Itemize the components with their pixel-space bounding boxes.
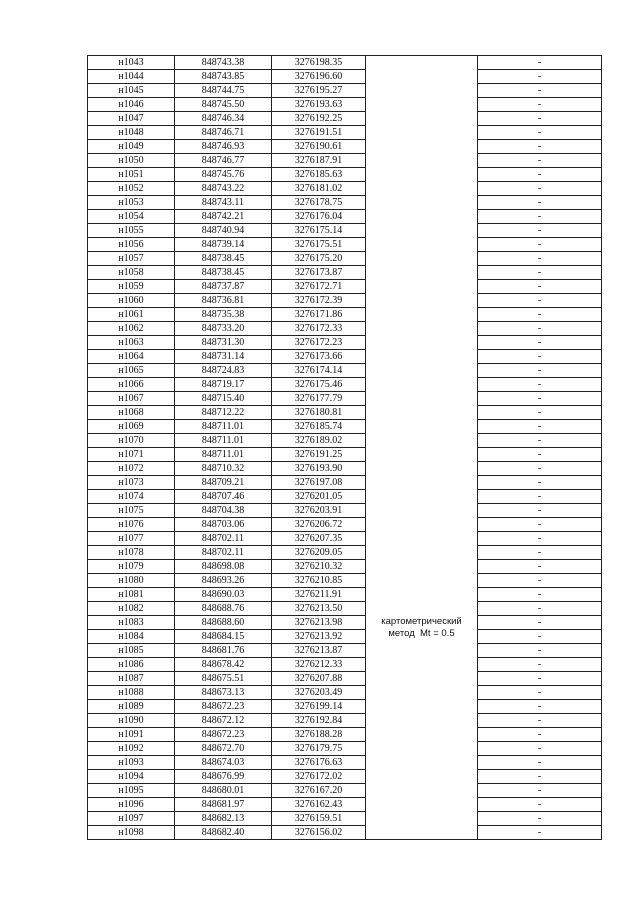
description-cell: - (478, 364, 602, 378)
point-id-cell: н1078 (88, 546, 175, 560)
x-coordinate-cell: 848690.03 (175, 588, 272, 602)
description-cell: - (478, 238, 602, 252)
point-id-cell: н1054 (88, 210, 175, 224)
y-coordinate-cell: 3276175.14 (272, 224, 366, 238)
description-cell: - (478, 448, 602, 462)
y-coordinate-cell: 3276207.88 (272, 672, 366, 686)
table-row (88, 294, 602, 308)
point-id-cell: н1050 (88, 154, 175, 168)
y-coordinate-cell: 3276197.08 (272, 476, 366, 490)
y-coordinate-cell: 3276177.79 (272, 392, 366, 406)
point-id-cell: н1075 (88, 504, 175, 518)
y-coordinate-cell: 3276191.51 (272, 126, 366, 140)
table-row (88, 546, 602, 560)
description-cell: - (478, 658, 602, 672)
x-coordinate-cell: 848724.83 (175, 364, 272, 378)
description-cell: - (478, 700, 602, 714)
x-coordinate-cell: 848745.76 (175, 168, 272, 182)
y-coordinate-cell: 3276172.39 (272, 294, 366, 308)
description-cell: - (478, 336, 602, 350)
table-row (88, 462, 602, 476)
y-coordinate-cell: 3276189.02 (272, 434, 366, 448)
point-id-cell: н1058 (88, 266, 175, 280)
table-row (88, 350, 602, 364)
point-id-cell: н1044 (88, 70, 175, 84)
y-coordinate-cell: 3276209.05 (272, 546, 366, 560)
description-cell: - (478, 812, 602, 826)
y-coordinate-cell: 3276167.20 (272, 784, 366, 798)
point-id-cell: н1071 (88, 448, 175, 462)
y-coordinate-cell: 3276196.60 (272, 70, 366, 84)
table-row (88, 742, 602, 756)
point-id-cell: н1098 (88, 826, 175, 840)
x-coordinate-cell: 848731.14 (175, 350, 272, 364)
y-coordinate-cell: 3276187.91 (272, 154, 366, 168)
table-row (88, 490, 602, 504)
table-row (88, 406, 602, 420)
x-coordinate-cell: 848731.30 (175, 336, 272, 350)
point-id-cell: н1072 (88, 462, 175, 476)
coordinates-table-sheet (87, 55, 602, 854)
description-cell: - (478, 308, 602, 322)
y-coordinate-cell: 3276191.25 (272, 448, 366, 462)
y-coordinate-cell: 3276178.75 (272, 196, 366, 210)
x-coordinate-cell: 848693.26 (175, 574, 272, 588)
point-id-cell: н1051 (88, 168, 175, 182)
table-row (88, 112, 602, 126)
y-coordinate-cell: 3276213.98 (272, 616, 366, 630)
table-row (88, 308, 602, 322)
x-coordinate-cell: 848736.81 (175, 294, 272, 308)
table-row (88, 560, 602, 574)
point-id-cell: н1088 (88, 686, 175, 700)
y-coordinate-cell: 3276173.87 (272, 266, 366, 280)
description-cell: - (478, 224, 602, 238)
point-id-cell: н1076 (88, 518, 175, 532)
y-coordinate-cell: 3276203.91 (272, 504, 366, 518)
table-row (88, 574, 602, 588)
table-row (88, 588, 602, 602)
description-cell: - (478, 126, 602, 140)
description-cell: - (478, 112, 602, 126)
table-row (88, 826, 602, 840)
point-id-cell: н1082 (88, 602, 175, 616)
y-coordinate-cell: 3276185.63 (272, 168, 366, 182)
description-cell: - (478, 462, 602, 476)
y-coordinate-cell: 3276181.02 (272, 182, 366, 196)
point-id-cell: н1056 (88, 238, 175, 252)
point-id-cell: н1064 (88, 350, 175, 364)
x-coordinate-cell: 848682.40 (175, 826, 272, 840)
y-coordinate-cell: 3276203.49 (272, 686, 366, 700)
x-coordinate-cell: 848674.03 (175, 756, 272, 770)
description-cell: - (478, 756, 602, 770)
description-cell: - (478, 490, 602, 504)
point-id-cell: н1046 (88, 98, 175, 112)
x-coordinate-cell: 848688.76 (175, 602, 272, 616)
table-row (88, 448, 602, 462)
y-coordinate-cell: 3276210.32 (272, 560, 366, 574)
table-row (88, 126, 602, 140)
point-id-cell: н1070 (88, 434, 175, 448)
table-row (88, 812, 602, 826)
x-coordinate-cell: 848743.11 (175, 196, 272, 210)
y-coordinate-cell: 3276190.61 (272, 140, 366, 154)
x-coordinate-cell: 848738.45 (175, 266, 272, 280)
description-cell: - (478, 616, 602, 630)
y-coordinate-cell: 3276213.50 (272, 602, 366, 616)
table-row (88, 658, 602, 672)
description-cell: - (478, 266, 602, 280)
table-row (88, 280, 602, 294)
description-cell: - (478, 714, 602, 728)
y-coordinate-cell: 3276175.46 (272, 378, 366, 392)
x-coordinate-cell: 848742.21 (175, 210, 272, 224)
x-coordinate-cell: 848733.20 (175, 322, 272, 336)
point-id-cell: н1081 (88, 588, 175, 602)
y-coordinate-cell: 3276198.35 (272, 56, 366, 70)
y-coordinate-cell: 3276195.27 (272, 84, 366, 98)
description-cell: - (478, 168, 602, 182)
x-coordinate-cell: 848735.38 (175, 308, 272, 322)
table-row (88, 182, 602, 196)
table-row (88, 378, 602, 392)
y-coordinate-cell: 3276192.84 (272, 714, 366, 728)
table-row (88, 504, 602, 518)
point-id-cell: н1087 (88, 672, 175, 686)
y-coordinate-cell: 3276176.63 (272, 756, 366, 770)
description-cell: - (478, 630, 602, 644)
description-cell: - (478, 798, 602, 812)
table-row (88, 476, 602, 490)
point-id-cell: н1069 (88, 420, 175, 434)
point-id-cell: н1062 (88, 322, 175, 336)
y-coordinate-cell: 3276213.87 (272, 644, 366, 658)
table-row (88, 434, 602, 448)
table-row (88, 518, 602, 532)
point-id-cell: н1089 (88, 700, 175, 714)
table-row (88, 98, 602, 112)
x-coordinate-cell: 848743.85 (175, 70, 272, 84)
point-id-cell: н1092 (88, 742, 175, 756)
y-coordinate-cell: 3276210.85 (272, 574, 366, 588)
point-id-cell: н1068 (88, 406, 175, 420)
x-coordinate-cell: 848707.46 (175, 490, 272, 504)
x-coordinate-cell: 848743.38 (175, 56, 272, 70)
point-id-cell: н1065 (88, 364, 175, 378)
table-row (88, 630, 602, 644)
point-id-cell: н1067 (88, 392, 175, 406)
table-row (88, 364, 602, 378)
x-coordinate-cell: 848704.38 (175, 504, 272, 518)
y-coordinate-cell: 3276174.14 (272, 364, 366, 378)
table-row (88, 224, 602, 238)
point-id-cell: н1093 (88, 756, 175, 770)
x-coordinate-cell: 848711.01 (175, 448, 272, 462)
description-cell: - (478, 294, 602, 308)
table-row (88, 756, 602, 770)
x-coordinate-cell: 848673.13 (175, 686, 272, 700)
description-cell: - (478, 98, 602, 112)
table-row (88, 168, 602, 182)
point-id-cell: н1074 (88, 490, 175, 504)
x-coordinate-cell: 848709.21 (175, 476, 272, 490)
description-cell: - (478, 392, 602, 406)
point-id-cell: н1060 (88, 294, 175, 308)
description-cell: - (478, 826, 602, 840)
y-coordinate-cell: 3276162.43 (272, 798, 366, 812)
x-coordinate-cell: 848672.23 (175, 728, 272, 742)
x-coordinate-cell: 848672.12 (175, 714, 272, 728)
y-coordinate-cell: 3276171.86 (272, 308, 366, 322)
description-cell: - (478, 602, 602, 616)
point-id-cell: н1077 (88, 532, 175, 546)
y-coordinate-cell: 3276192.25 (272, 112, 366, 126)
table-row (88, 70, 602, 84)
table-row (88, 700, 602, 714)
x-coordinate-cell: 848745.50 (175, 98, 272, 112)
point-id-cell: н1063 (88, 336, 175, 350)
table-row (88, 644, 602, 658)
point-id-cell: н1083 (88, 616, 175, 630)
description-cell: - (478, 574, 602, 588)
table-row (88, 672, 602, 686)
description-cell: - (478, 140, 602, 154)
description-cell: - (478, 252, 602, 266)
point-id-cell: н1090 (88, 714, 175, 728)
description-cell: - (478, 532, 602, 546)
y-coordinate-cell: 3276172.71 (272, 280, 366, 294)
table-row (88, 784, 602, 798)
description-cell: - (478, 350, 602, 364)
point-id-cell: н1052 (88, 182, 175, 196)
coordinates-table (87, 55, 602, 840)
table-row (88, 770, 602, 784)
description-cell: - (478, 742, 602, 756)
table-row (88, 238, 602, 252)
description-cell: - (478, 560, 602, 574)
x-coordinate-cell: 848746.93 (175, 140, 272, 154)
description-cell: - (478, 406, 602, 420)
y-coordinate-cell: 3276172.33 (272, 322, 366, 336)
description-cell: - (478, 588, 602, 602)
coordinates-table-body (88, 56, 602, 840)
point-id-cell: н1085 (88, 644, 175, 658)
y-coordinate-cell: 3276213.92 (272, 630, 366, 644)
description-cell: - (478, 378, 602, 392)
description-cell: - (478, 56, 602, 70)
y-coordinate-cell: 3276180.81 (272, 406, 366, 420)
x-coordinate-cell: 848711.01 (175, 420, 272, 434)
table-row (88, 714, 602, 728)
description-cell: - (478, 154, 602, 168)
x-coordinate-cell: 848738.45 (175, 252, 272, 266)
x-coordinate-cell: 848739.14 (175, 238, 272, 252)
table-row (88, 266, 602, 280)
description-cell: - (478, 686, 602, 700)
x-coordinate-cell: 848744.75 (175, 84, 272, 98)
description-cell: - (478, 84, 602, 98)
point-id-cell: н1045 (88, 84, 175, 98)
description-cell: - (478, 644, 602, 658)
point-id-cell: н1057 (88, 252, 175, 266)
y-coordinate-cell: 3276206.72 (272, 518, 366, 532)
table-row (88, 154, 602, 168)
table-row (88, 56, 602, 70)
y-coordinate-cell: 3276188.28 (272, 728, 366, 742)
x-coordinate-cell: 848711.01 (175, 434, 272, 448)
x-coordinate-cell: 848746.71 (175, 126, 272, 140)
point-id-cell: н1059 (88, 280, 175, 294)
table-row (88, 686, 602, 700)
point-id-cell: н1086 (88, 658, 175, 672)
table-row (88, 210, 602, 224)
point-id-cell: н1094 (88, 770, 175, 784)
y-coordinate-cell: 3276207.35 (272, 532, 366, 546)
table-row (88, 322, 602, 336)
table-row (88, 252, 602, 266)
y-coordinate-cell: 3276172.23 (272, 336, 366, 350)
point-id-cell: н1048 (88, 126, 175, 140)
x-coordinate-cell: 848715.40 (175, 392, 272, 406)
point-id-cell: н1049 (88, 140, 175, 154)
x-coordinate-cell: 848719.17 (175, 378, 272, 392)
x-coordinate-cell: 848681.97 (175, 798, 272, 812)
y-coordinate-cell: 3276176.04 (272, 210, 366, 224)
description-cell: - (478, 182, 602, 196)
table-row (88, 728, 602, 742)
description-cell: - (478, 434, 602, 448)
point-id-cell: н1084 (88, 630, 175, 644)
point-id-cell: н1091 (88, 728, 175, 742)
description-cell: - (478, 728, 602, 742)
x-coordinate-cell: 848737.87 (175, 280, 272, 294)
table-row (88, 336, 602, 350)
description-cell: - (478, 784, 602, 798)
x-coordinate-cell: 848672.23 (175, 700, 272, 714)
point-id-cell: н1079 (88, 560, 175, 574)
description-cell: - (478, 770, 602, 784)
x-coordinate-cell: 848684.15 (175, 630, 272, 644)
y-coordinate-cell: 3276175.51 (272, 238, 366, 252)
y-coordinate-cell: 3276179.75 (272, 742, 366, 756)
x-coordinate-cell: 848678.42 (175, 658, 272, 672)
x-coordinate-cell: 848746.34 (175, 112, 272, 126)
point-id-cell: н1095 (88, 784, 175, 798)
table-row (88, 602, 602, 616)
x-coordinate-cell: 848675.51 (175, 672, 272, 686)
x-coordinate-cell: 848740.94 (175, 224, 272, 238)
y-coordinate-cell: 3276201.05 (272, 490, 366, 504)
point-id-cell: н1053 (88, 196, 175, 210)
method-line-2: метод Mt = 0.5 (388, 627, 455, 639)
x-coordinate-cell: 848688.60 (175, 616, 272, 630)
x-coordinate-cell: 848698.08 (175, 560, 272, 574)
table-row (88, 196, 602, 210)
description-cell: - (478, 420, 602, 434)
description-cell: - (478, 518, 602, 532)
table-row (88, 532, 602, 546)
description-cell: - (478, 196, 602, 210)
description-cell: - (478, 504, 602, 518)
y-coordinate-cell: 3276212.33 (272, 658, 366, 672)
x-coordinate-cell: 848703.06 (175, 518, 272, 532)
point-id-cell: н1097 (88, 812, 175, 826)
x-coordinate-cell: 848676.99 (175, 770, 272, 784)
point-id-cell: н1080 (88, 574, 175, 588)
method-cell (366, 56, 478, 840)
description-cell: - (478, 280, 602, 294)
table-row (88, 420, 602, 434)
method-line-1: картометрический (381, 615, 462, 627)
y-coordinate-cell: 3276193.63 (272, 98, 366, 112)
table-row (88, 84, 602, 98)
point-id-cell: н1055 (88, 224, 175, 238)
y-coordinate-cell: 3276159.51 (272, 812, 366, 826)
x-coordinate-cell: 848712.22 (175, 406, 272, 420)
x-coordinate-cell: 848702.11 (175, 532, 272, 546)
y-coordinate-cell: 3276172.02 (272, 770, 366, 784)
table-row (88, 616, 602, 630)
point-id-cell: н1066 (88, 378, 175, 392)
x-coordinate-cell: 848682.13 (175, 812, 272, 826)
description-cell: - (478, 546, 602, 560)
description-cell: - (478, 70, 602, 84)
x-coordinate-cell: 848702.11 (175, 546, 272, 560)
y-coordinate-cell: 3276199.14 (272, 700, 366, 714)
y-coordinate-cell: 3276173.66 (272, 350, 366, 364)
description-cell: - (478, 476, 602, 490)
description-cell: - (478, 672, 602, 686)
table-row (88, 392, 602, 406)
y-coordinate-cell: 3276211.91 (272, 588, 366, 602)
point-id-cell: н1073 (88, 476, 175, 490)
x-coordinate-cell: 848672.70 (175, 742, 272, 756)
description-cell: - (478, 210, 602, 224)
y-coordinate-cell: 3276193.90 (272, 462, 366, 476)
x-coordinate-cell: 848746.77 (175, 154, 272, 168)
table-row (88, 798, 602, 812)
x-coordinate-cell: 848681.76 (175, 644, 272, 658)
y-coordinate-cell: 3276175.20 (272, 252, 366, 266)
point-id-cell: н1096 (88, 798, 175, 812)
point-id-cell: н1043 (88, 56, 175, 70)
point-id-cell: н1047 (88, 112, 175, 126)
y-coordinate-cell: 3276156.02 (272, 826, 366, 840)
table-row (88, 140, 602, 154)
description-cell: - (478, 322, 602, 336)
x-coordinate-cell: 848680.01 (175, 784, 272, 798)
x-coordinate-cell: 848743.22 (175, 182, 272, 196)
x-coordinate-cell: 848710.32 (175, 462, 272, 476)
y-coordinate-cell: 3276185.74 (272, 420, 366, 434)
point-id-cell: н1061 (88, 308, 175, 322)
